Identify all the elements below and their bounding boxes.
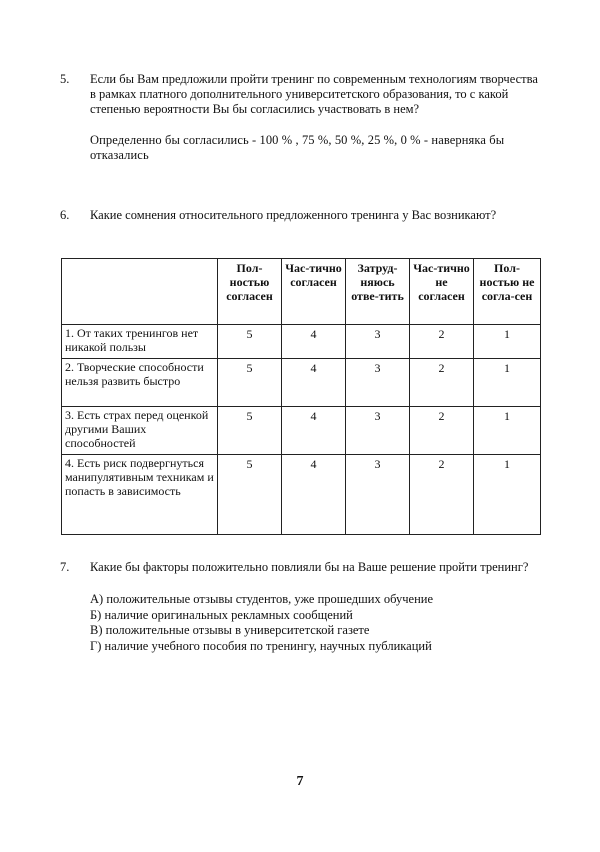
table-cell: 3 [346, 407, 410, 455]
question-6-number: 6. [60, 208, 70, 222]
table-cell: 3 [346, 455, 410, 535]
table-cell: 1 [474, 359, 541, 407]
question-6-text: Какие сомнения относительного предложенного тренинга у Вас возникают? [90, 208, 497, 222]
option-b: Б) наличие оригинальных рекламных сообщений [90, 607, 353, 622]
table-header-cell: Пол-ностью не согла-сен [474, 259, 541, 325]
table-row [62, 359, 541, 407]
question-6-body [90, 208, 540, 223]
page-number: 7 [296, 774, 304, 789]
table-row [62, 325, 541, 359]
option-d: Г) наличие учебного пособия по тренингу, научных публикаций [90, 638, 432, 653]
table-row [62, 455, 541, 535]
question-5-scale: Определенно бы согласились - 100 % , 75 %, 50 %, 25 %, 0 % - наверняка бы отказались [90, 133, 505, 162]
table-cell: 2 [410, 455, 474, 535]
question-5-text: Если бы Вам предложили пройти тренинг по современным технологиям творчества в рамках платного дополнительного университетского образования, то с какой степенью вероятности Вы бы согласились участвовать в нем? [90, 72, 538, 116]
question-7-text: Какие бы факторы положительно повлияли бы на Ваше решение пройти тренинг? [90, 560, 529, 574]
table-cell: 4 [282, 325, 346, 359]
table-row-label: 2. Творческие способности нельзя развить быстро [62, 359, 218, 407]
option-c: В) положительные отзывы в университетской газете [90, 623, 370, 637]
question-7-options [90, 592, 540, 654]
table-header-row [62, 259, 541, 325]
question-7-body [90, 560, 540, 654]
question-7 [60, 560, 540, 654]
table-row-label: 3. Есть страх перед оценкой другими Ваших способностей [62, 407, 218, 455]
table-cell: 3 [346, 359, 410, 407]
table-cell: 5 [218, 455, 282, 535]
table-cell: 5 [218, 407, 282, 455]
table-cell: 2 [410, 359, 474, 407]
option-a: А) положительные отзывы студентов, уже прошедших обучение [90, 592, 433, 606]
table-row-label: 4. Есть риск подвергнуться манипулятивным техникам и попасть в зависимость [62, 455, 218, 535]
table-cell: 1 [474, 325, 541, 359]
table-cell: 5 [218, 325, 282, 359]
table-header-cell: Затруд-няюсь отве-тить [346, 259, 410, 325]
question-5-body [90, 72, 540, 163]
table-cell: 4 [282, 455, 346, 535]
question-7-number: 7. [60, 560, 70, 574]
doubts-table [61, 258, 541, 535]
table-cell: 2 [410, 325, 474, 359]
table-cell: 2 [410, 407, 474, 455]
table-header-empty [62, 259, 218, 325]
table-header-cell: Час-тично согласен [282, 259, 346, 325]
question-6 [60, 208, 540, 223]
table-header-cell: Пол-ностью согласен [218, 259, 282, 325]
question-5-number: 5. [60, 72, 70, 86]
table-row [62, 407, 541, 455]
table-cell: 1 [474, 455, 541, 535]
table-cell: 1 [474, 407, 541, 455]
table-cell: 4 [282, 359, 346, 407]
table-header-cell: Час-тично не согласен [410, 259, 474, 325]
table-cell: 5 [218, 359, 282, 407]
table-cell: 3 [346, 325, 410, 359]
table-row-label: 1. От таких тренингов нет никакой пользы [62, 325, 218, 359]
table-cell: 4 [282, 407, 346, 455]
question-5 [60, 72, 540, 163]
